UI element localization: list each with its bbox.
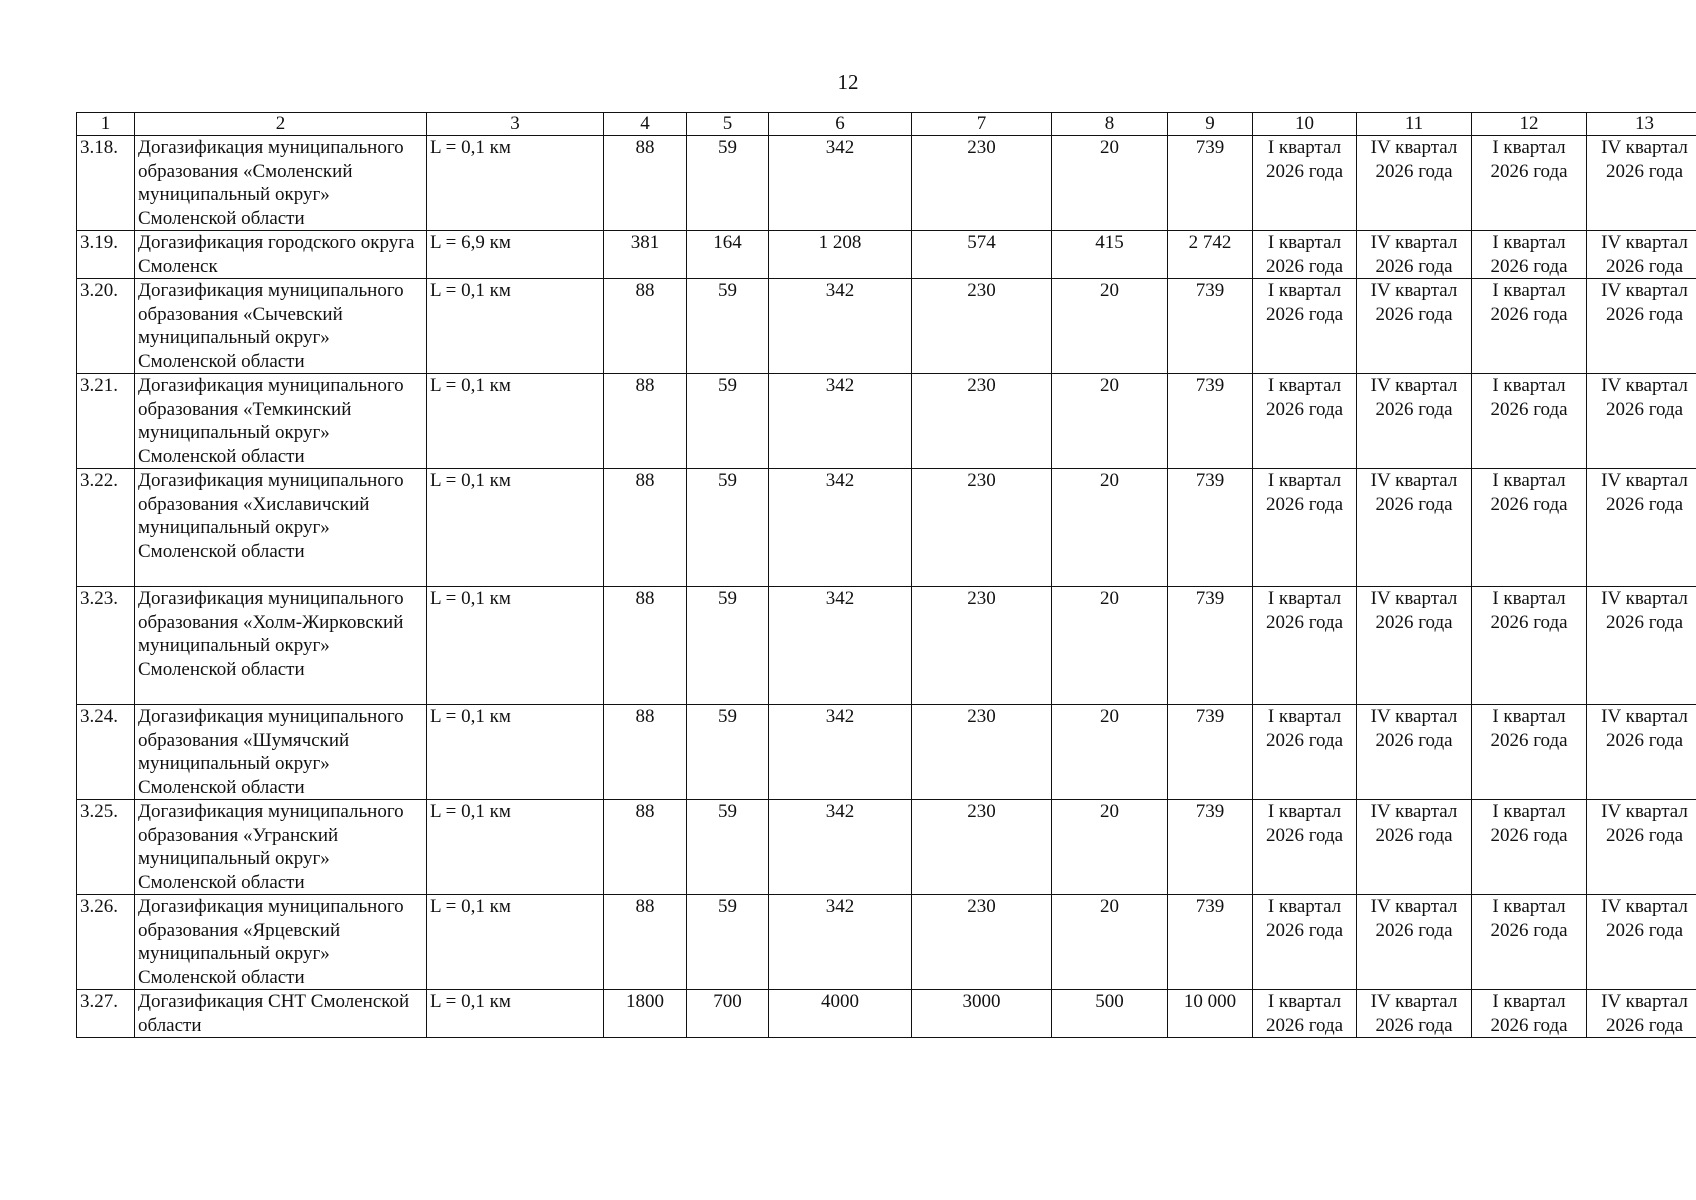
term-quarter: I квартал (1267, 801, 1342, 822)
table-row (77, 469, 1696, 587)
cell-col12 (1472, 279, 1587, 374)
cell-col12 (1472, 231, 1587, 279)
term-year: 2026 года (1490, 611, 1568, 633)
cell-col6: 342 (769, 374, 912, 469)
row-length: L = 0,1 км (427, 895, 604, 990)
column-header: 10 (1253, 113, 1357, 136)
term-year: 2026 года (1265, 729, 1344, 751)
cell-col4: 88 (604, 800, 687, 895)
cell-col4: 88 (604, 705, 687, 800)
term-year: 2026 года (1265, 398, 1344, 420)
row-number: 3.21. (77, 374, 135, 469)
cell-col11 (1357, 705, 1472, 800)
term-quarter: I квартал (1492, 801, 1566, 822)
cell-col13 (1587, 895, 1696, 990)
term-year: 2026 года (1605, 160, 1684, 182)
cell-col4: 381 (604, 231, 687, 279)
cell-col13 (1587, 705, 1696, 800)
term-year: 2026 года (1375, 303, 1453, 325)
cell-col12 (1472, 800, 1587, 895)
cell-col11 (1357, 231, 1472, 279)
row-number: 3.19. (77, 231, 135, 279)
cell-col4: 88 (604, 136, 687, 231)
cell-col9: 739 (1168, 374, 1253, 469)
term-quarter: IV квартал (1370, 991, 1458, 1012)
row-length: L = 0,1 км (427, 800, 604, 895)
row-name: Догазификация СНТ Смоленской области (135, 990, 427, 1038)
term-year: 2026 года (1375, 160, 1453, 182)
cell-col11 (1357, 800, 1472, 895)
table-row (77, 136, 1696, 231)
cell-col12 (1472, 469, 1587, 587)
page-number: 12 (837, 70, 859, 94)
row-name: Догазификация муниципального образования «Смоленский муниципальный округ» Смоленской области (135, 136, 427, 231)
cell-col12 (1472, 895, 1587, 990)
cell-col6: 342 (769, 895, 912, 990)
term-quarter: IV квартал (1601, 470, 1688, 491)
cell-col7: 230 (912, 279, 1052, 374)
cell-col7: 574 (912, 231, 1052, 279)
term-quarter: IV квартал (1601, 280, 1688, 301)
row-number: 3.25. (77, 800, 135, 895)
term-year: 2026 года (1265, 493, 1344, 515)
term-year: 2026 года (1265, 303, 1344, 325)
cell-col8: 20 (1052, 279, 1168, 374)
cell-col10 (1253, 374, 1357, 469)
term-year: 2026 года (1375, 824, 1453, 846)
term-year: 2026 года (1265, 1014, 1344, 1036)
cell-col8: 500 (1052, 990, 1168, 1038)
table-row (77, 374, 1696, 469)
cell-col5: 59 (687, 587, 769, 705)
cell-col7: 230 (912, 800, 1052, 895)
term-year: 2026 года (1375, 493, 1453, 515)
term-year: 2026 года (1375, 611, 1453, 633)
column-header: 9 (1168, 113, 1253, 136)
term-quarter: I квартал (1267, 470, 1342, 491)
term-quarter: IV квартал (1370, 280, 1458, 301)
cell-col5: 59 (687, 279, 769, 374)
term-quarter: I квартал (1492, 375, 1566, 396)
term-year: 2026 года (1605, 1014, 1684, 1036)
cell-col10 (1253, 279, 1357, 374)
column-header: 8 (1052, 113, 1168, 136)
cell-col10 (1253, 469, 1357, 587)
cell-col11 (1357, 374, 1472, 469)
cell-col5: 164 (687, 231, 769, 279)
cell-col10 (1253, 705, 1357, 800)
column-header: 4 (604, 113, 687, 136)
cell-col6: 4000 (769, 990, 912, 1038)
column-header: 5 (687, 113, 769, 136)
row-number: 3.22. (77, 469, 135, 587)
term-year: 2026 года (1490, 919, 1568, 941)
cell-col4: 88 (604, 895, 687, 990)
cell-col11 (1357, 990, 1472, 1038)
row-length: L = 6,9 км (427, 231, 604, 279)
cell-col10 (1253, 136, 1357, 231)
cell-col10 (1253, 231, 1357, 279)
term-quarter: IV квартал (1601, 801, 1688, 822)
row-number: 3.23. (77, 587, 135, 705)
cell-col8: 20 (1052, 374, 1168, 469)
term-quarter: I квартал (1492, 991, 1566, 1012)
column-header: 2 (135, 113, 427, 136)
term-year: 2026 года (1490, 824, 1568, 846)
term-year: 2026 года (1490, 729, 1568, 751)
cell-col9: 10 000 (1168, 990, 1253, 1038)
term-year: 2026 года (1490, 1014, 1568, 1036)
row-name: Догазификация городского округа Смоленск (135, 231, 427, 279)
term-quarter: IV квартал (1370, 137, 1458, 158)
term-quarter: I квартал (1492, 588, 1566, 609)
cell-col5: 59 (687, 374, 769, 469)
cell-col9: 739 (1168, 895, 1253, 990)
term-year: 2026 года (1375, 919, 1453, 941)
row-number: 3.27. (77, 990, 135, 1038)
column-header: 11 (1357, 113, 1472, 136)
term-year: 2026 года (1375, 398, 1453, 420)
cell-col8: 20 (1052, 800, 1168, 895)
cell-col9: 739 (1168, 136, 1253, 231)
cell-col8: 20 (1052, 705, 1168, 800)
cell-col5: 59 (687, 895, 769, 990)
term-quarter: IV квартал (1601, 991, 1688, 1012)
row-name: Догазификация муниципального образования «Угранский муниципальный округ» Смоленской области (135, 800, 427, 895)
cell-col9: 2 742 (1168, 231, 1253, 279)
term-year: 2026 года (1490, 303, 1568, 325)
row-name: Догазификация муниципального образования «Хиславичский муниципальный округ» Смоленской области (135, 469, 427, 587)
cell-col8: 20 (1052, 587, 1168, 705)
column-header: 7 (912, 113, 1052, 136)
term-year: 2026 года (1605, 919, 1684, 941)
term-year: 2026 года (1375, 729, 1453, 751)
row-number: 3.18. (77, 136, 135, 231)
cell-col12 (1472, 705, 1587, 800)
row-length: L = 0,1 км (427, 705, 604, 800)
cell-col7: 230 (912, 136, 1052, 231)
term-quarter: I квартал (1492, 470, 1566, 491)
cell-col4: 88 (604, 279, 687, 374)
term-quarter: IV квартал (1370, 470, 1458, 491)
term-quarter: IV квартал (1601, 588, 1688, 609)
term-quarter: IV квартал (1601, 896, 1688, 917)
term-quarter: IV квартал (1601, 137, 1688, 158)
term-quarter: I квартал (1492, 706, 1566, 727)
row-name: Догазификация муниципального образования «Шумячский муниципальный округ» Смоленской области (135, 705, 427, 800)
cell-col5: 700 (687, 990, 769, 1038)
cell-col11 (1357, 279, 1472, 374)
row-number: 3.24. (77, 705, 135, 800)
cell-col11 (1357, 469, 1472, 587)
table-row (77, 990, 1696, 1038)
term-year: 2026 года (1605, 729, 1684, 751)
row-name: Догазификация муниципального образования «Сычевский муниципальный округ» Смоленской области (135, 279, 427, 374)
cell-col7: 3000 (912, 990, 1052, 1038)
cell-col12 (1472, 990, 1587, 1038)
row-length: L = 0,1 км (427, 374, 604, 469)
cell-col11 (1357, 895, 1472, 990)
cell-col7: 230 (912, 587, 1052, 705)
cell-col5: 59 (687, 136, 769, 231)
term-quarter: IV квартал (1601, 232, 1688, 253)
cell-col6: 342 (769, 469, 912, 587)
term-year: 2026 года (1265, 824, 1344, 846)
cell-col9: 739 (1168, 587, 1253, 705)
term-year: 2026 года (1605, 824, 1684, 846)
row-length: L = 0,1 км (427, 587, 604, 705)
cell-col7: 230 (912, 895, 1052, 990)
term-quarter: I квартал (1492, 896, 1566, 917)
term-quarter: IV квартал (1370, 375, 1458, 396)
term-quarter: IV квартал (1370, 706, 1458, 727)
row-name: Догазификация муниципального образования «Ярцевский муниципальный округ» Смоленской области (135, 895, 427, 990)
cell-col13 (1587, 231, 1696, 279)
term-year: 2026 года (1490, 255, 1568, 277)
cell-col4: 88 (604, 469, 687, 587)
cell-col6: 342 (769, 587, 912, 705)
cell-col13 (1587, 469, 1696, 587)
term-quarter: IV квартал (1370, 801, 1458, 822)
column-header: 13 (1587, 113, 1696, 136)
cell-col7: 230 (912, 705, 1052, 800)
row-length: L = 0,1 км (427, 469, 604, 587)
cell-col6: 342 (769, 136, 912, 231)
cell-col6: 342 (769, 800, 912, 895)
term-year: 2026 года (1265, 255, 1344, 277)
term-quarter: I квартал (1267, 232, 1342, 253)
cell-col12 (1472, 136, 1587, 231)
cell-col13 (1587, 136, 1696, 231)
term-quarter: IV квартал (1370, 232, 1458, 253)
cell-col5: 59 (687, 705, 769, 800)
cell-col13 (1587, 279, 1696, 374)
cell-col9: 739 (1168, 800, 1253, 895)
cell-col4: 88 (604, 374, 687, 469)
header-row (77, 113, 1696, 136)
term-year: 2026 года (1605, 303, 1684, 325)
term-year: 2026 года (1605, 611, 1684, 633)
cell-col13 (1587, 374, 1696, 469)
cell-col10 (1253, 587, 1357, 705)
term-year: 2026 года (1265, 160, 1344, 182)
row-number: 3.20. (77, 279, 135, 374)
cell-col11 (1357, 587, 1472, 705)
table-row (77, 231, 1696, 279)
program-table (76, 112, 1696, 1038)
column-header: 3 (427, 113, 604, 136)
table-row (77, 800, 1696, 895)
cell-col4: 88 (604, 587, 687, 705)
term-quarter: IV квартал (1370, 588, 1458, 609)
cell-col11 (1357, 136, 1472, 231)
row-number: 3.26. (77, 895, 135, 990)
table-row (77, 895, 1696, 990)
term-quarter: I квартал (1267, 991, 1342, 1012)
table-row (77, 279, 1696, 374)
cell-col8: 20 (1052, 895, 1168, 990)
cell-col8: 20 (1052, 469, 1168, 587)
cell-col10 (1253, 800, 1357, 895)
cell-col7: 230 (912, 469, 1052, 587)
cell-col10 (1253, 990, 1357, 1038)
term-year: 2026 года (1265, 919, 1344, 941)
term-year: 2026 года (1490, 493, 1568, 515)
term-year: 2026 года (1605, 255, 1684, 277)
cell-col4: 1800 (604, 990, 687, 1038)
row-length: L = 0,1 км (427, 136, 604, 231)
table-row (77, 587, 1696, 705)
term-quarter: I квартал (1267, 375, 1342, 396)
cell-col8: 415 (1052, 231, 1168, 279)
term-quarter: I квартал (1492, 232, 1566, 253)
term-quarter: I квартал (1267, 588, 1342, 609)
cell-col12 (1472, 374, 1587, 469)
term-quarter: IV квартал (1601, 375, 1688, 396)
cell-col5: 59 (687, 800, 769, 895)
cell-col6: 342 (769, 279, 912, 374)
term-year: 2026 года (1490, 160, 1568, 182)
cell-col10 (1253, 895, 1357, 990)
term-quarter: I квартал (1492, 137, 1566, 158)
cell-col6: 1 208 (769, 231, 912, 279)
cell-col6: 342 (769, 705, 912, 800)
term-quarter: I квартал (1267, 137, 1342, 158)
column-header: 1 (77, 113, 135, 136)
column-header: 6 (769, 113, 912, 136)
cell-col13 (1587, 800, 1696, 895)
column-header: 12 (1472, 113, 1587, 136)
row-length: L = 0,1 км (427, 279, 604, 374)
cell-col9: 739 (1168, 279, 1253, 374)
term-year: 2026 года (1375, 255, 1453, 277)
cell-col13 (1587, 587, 1696, 705)
cell-col13 (1587, 990, 1696, 1038)
term-quarter: I квартал (1267, 280, 1342, 301)
cell-col9: 739 (1168, 469, 1253, 587)
term-year: 2026 года (1605, 398, 1684, 420)
cell-col9: 739 (1168, 705, 1253, 800)
row-name: Догазификация муниципального образования «Темкинский муниципальный округ» Смоленской области (135, 374, 427, 469)
table-row (77, 705, 1696, 800)
row-length: L = 0,1 км (427, 990, 604, 1038)
term-quarter: I квартал (1267, 896, 1342, 917)
cell-col5: 59 (687, 469, 769, 587)
term-quarter: I квартал (1492, 280, 1566, 301)
cell-col8: 20 (1052, 136, 1168, 231)
cell-col12 (1472, 587, 1587, 705)
term-year: 2026 года (1605, 493, 1684, 515)
term-quarter: I квартал (1267, 706, 1342, 727)
term-quarter: IV квартал (1601, 706, 1688, 727)
term-year: 2026 года (1375, 1014, 1453, 1036)
row-name: Догазификация муниципального образования «Холм-Жирковский муниципальный округ» Смоленской области (135, 587, 427, 705)
term-quarter: IV квартал (1370, 896, 1458, 917)
term-year: 2026 года (1490, 398, 1568, 420)
term-year: 2026 года (1265, 611, 1344, 633)
cell-col7: 230 (912, 374, 1052, 469)
